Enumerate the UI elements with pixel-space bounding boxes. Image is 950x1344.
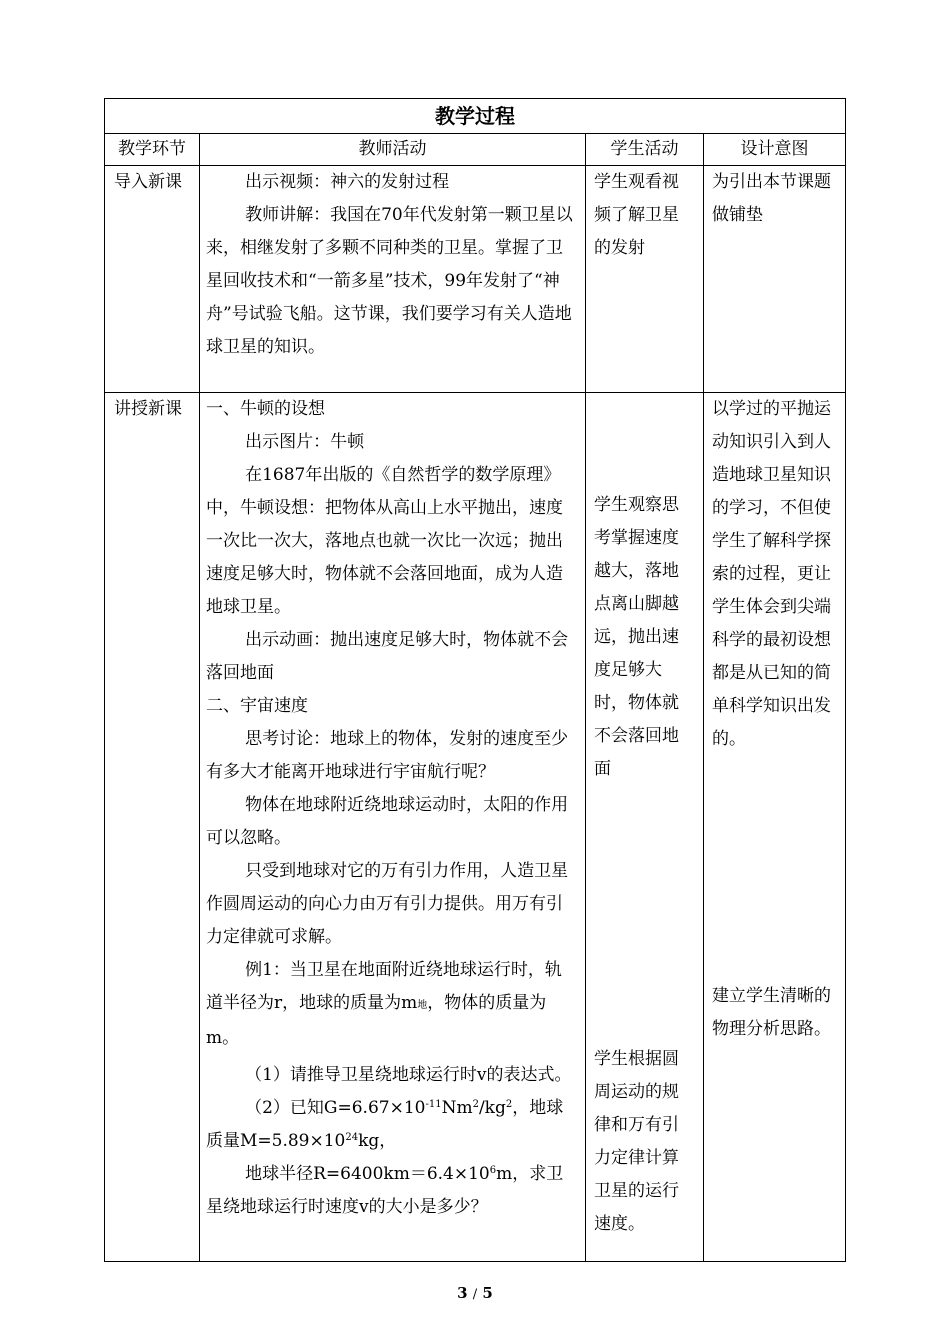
q2-text: （2）已知G=6.67×10 bbox=[245, 1098, 426, 1118]
table-row bbox=[105, 166, 846, 393]
exponent: 24 bbox=[345, 1132, 359, 1143]
teacher-activity-cell bbox=[200, 393, 586, 1262]
table-row bbox=[105, 393, 846, 1262]
exponent: 2 bbox=[505, 1099, 513, 1110]
page-separator: / bbox=[472, 1287, 478, 1302]
section-heading: 一、牛顿的设想 bbox=[206, 399, 325, 419]
section-heading: 二、宇宙速度 bbox=[206, 696, 308, 716]
teacher-paragraph: 思考讨论：地球上的物体，发射的速度至少有多大才能离开地球进行宇宙航行呢？ bbox=[206, 729, 569, 782]
header-row bbox=[105, 134, 846, 166]
total-pages: 5 bbox=[482, 1284, 493, 1302]
question-1: （1）请推导卫星绕地球运行时v的表达式。 bbox=[245, 1065, 572, 1085]
exponent: 2 bbox=[472, 1099, 479, 1110]
teacher-paragraph: 出示视频：神六的发射过程 bbox=[245, 172, 450, 192]
header-teacher: 教师活动 bbox=[200, 134, 586, 166]
q2-unit: Nm bbox=[441, 1098, 473, 1118]
teacher-paragraph: 出示图片：牛顿 bbox=[245, 432, 365, 452]
q2-unit: kg， bbox=[358, 1131, 397, 1151]
design-intent-cell bbox=[704, 393, 846, 1262]
question-2 bbox=[206, 1092, 577, 1158]
student-activity-cell bbox=[586, 393, 704, 1262]
stage-cell: 讲授新课 bbox=[105, 393, 200, 1262]
design-intent-cell: 为引出本节课题做铺垫 bbox=[704, 166, 846, 393]
q2-unit: /kg bbox=[478, 1098, 506, 1118]
teacher-paragraph: 在1687年出版的《自然哲学的数学原理》中，牛顿设想：把物体从高山上水平抛出，速度一次比一次大，落地点也就一次比一次远；抛出速度足够大时，物体就不会落回地面，成为人造地球卫星。 bbox=[206, 465, 563, 617]
q2-text: ，地球质量M=5.89×10 bbox=[206, 1098, 564, 1151]
earth-subscript: 地 bbox=[417, 1000, 428, 1011]
exponent: -11 bbox=[425, 1099, 442, 1110]
student-activity-cell: 学生观看视频了解卫星的发射 bbox=[586, 166, 704, 393]
page-number bbox=[0, 1284, 950, 1302]
current-page: 3 bbox=[457, 1284, 468, 1302]
intent-text-1: 以学过的平抛运动知识引入到人造地球卫星知识的学习，不但使学生了解科学探索的过程，更让学生体会到尖端科学的最初设想都是从已知的简单科学知识出发的。 bbox=[712, 399, 831, 749]
stage-cell: 导入新课 bbox=[105, 166, 200, 393]
header-intent: 设计意图 bbox=[704, 134, 846, 166]
teacher-paragraph: 物体在地球附近绕地球运动时，太阳的作用可以忽略。 bbox=[206, 795, 569, 848]
teaching-process-table bbox=[104, 98, 846, 1262]
example-paragraph bbox=[206, 954, 577, 1055]
teacher-paragraph: 教师讲解：我国在70年代发射第一颗卫星以来，相继发射了多颗不同种类的卫星。掌握了卫星回收技术和“一箭多星”技术，99年发射了“神舟”号试验飞船。这节课，我们要学习有关人造地球卫星的知识。 bbox=[206, 205, 573, 357]
question-3 bbox=[206, 1158, 577, 1224]
header-student: 学生活动 bbox=[586, 134, 704, 166]
exponent: 6 bbox=[489, 1165, 497, 1176]
teacher-paragraph: 出示动画：抛出速度足够大时，物体就不会落回地面 bbox=[206, 630, 569, 683]
student-text-2: 学生根据圆周运动的规律和万有引力定律计算卫星的运行速度。 bbox=[594, 1049, 679, 1234]
teacher-activity-cell bbox=[200, 166, 586, 393]
q3-text: 地球半径R=6400km＝6.4×10 bbox=[245, 1164, 490, 1184]
intent-text-2: 建立学生清晰的物理分析思路。 bbox=[712, 986, 831, 1039]
example-text-end: ，物体的质量为m。 bbox=[206, 993, 547, 1048]
table-title: 教学过程 bbox=[105, 99, 846, 134]
example-text: 例1：当卫星在地面附近绕地球运行时，轨道半径为r，地球的质量为m bbox=[206, 960, 562, 1013]
q3-text: m，求卫星绕地球运行时速度v的大小是多少？ bbox=[206, 1164, 564, 1217]
student-text-1: 学生观察思考掌握速度越大，落地点离山脚越远，抛出速度足够大时，物体就不会落回地面 bbox=[594, 495, 679, 779]
teacher-paragraph: 只受到地球对它的万有引力作用，人造卫星作圆周运动的向心力由万有引力提供。用万有引力定律就可求解。 bbox=[206, 861, 569, 947]
header-stage: 教学环节 bbox=[105, 134, 200, 166]
